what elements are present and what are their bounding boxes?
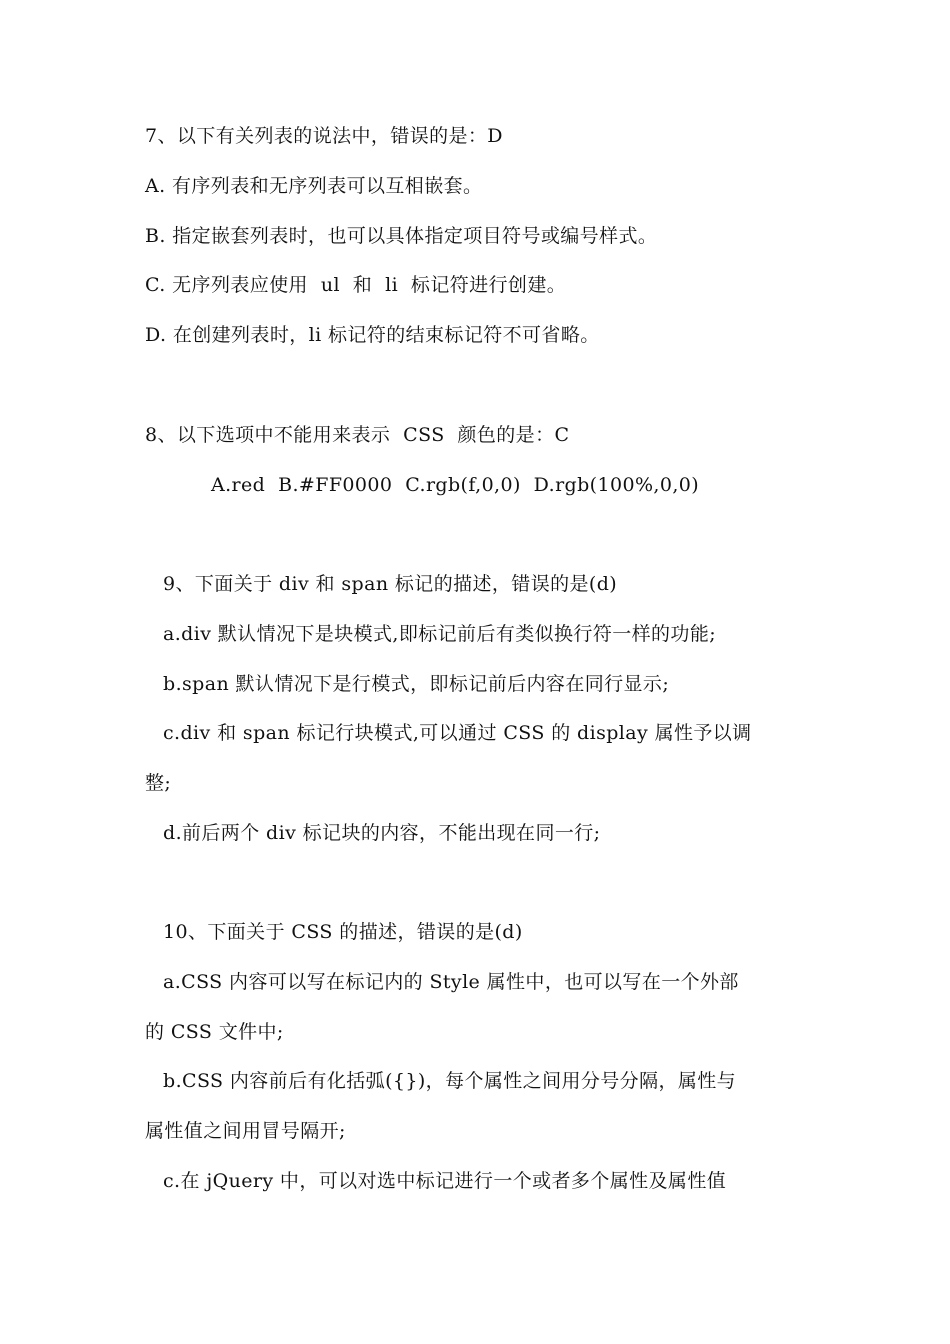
q7-option-b: B. 指定嵌套列表时，也可以具体指定项目符号或编号样式。 [145,225,658,247]
q9-option-c-line1: c.div 和 span 标记行块模式,可以通过 CSS 的 display 属性予以调 [163,722,752,744]
q9-option-b: b.span 默认情况下是行模式，即标记前后内容在同行显示; [163,673,670,695]
q7-option-a: A. 有序列表和无序列表可以互相嵌套。 [145,175,483,197]
q9-option-a: a.div 默认情况下是块模式,即标记前后有类似换行符一样的功能; [163,623,717,645]
q9-option-c-line2: 整; [145,772,172,794]
q7-option-d: D. 在创建列表时，li 标记符的结束标记符不可省略。 [145,324,600,346]
q10-option-c-line1: c.在 jQuery 中，可以对选中标记进行一个或者多个属性及属性值 [163,1170,727,1192]
q7-option-c: C. 无序列表应使用 ul 和 li 标记符进行创建。 [145,274,567,296]
q10-option-b-line1: b.CSS 内容前后有化括弧({})，每个属性之间用分号分隔，属性与 [163,1070,737,1092]
q10-option-a-line2: 的 CSS 文件中; [145,1021,284,1043]
q9-question: 9、下面关于 div 和 span 标记的描述，错误的是(d) [163,573,618,595]
q10-option-b-line2: 属性值之间用冒号隔开; [145,1120,346,1142]
q10-option-a-line1: a.CSS 内容可以写在标记内的 Style 属性中，也可以写在一个外部 [163,971,739,993]
q8-question: 8、以下选项中不能用来表示 CSS 颜色的是：C [145,424,570,446]
q9-option-d: d.前后两个 div 标记块的内容，不能出现在同一行; [163,822,601,844]
q8-options: A.red B.#FF0000 C.rgb(f,0,0) D.rgb(100%,0,0) [211,474,700,496]
q7-question: 7、以下有关列表的说法中，错误的是：D [145,125,503,147]
q10-question: 10、下面关于 CSS 的描述，错误的是(d) [163,921,523,943]
